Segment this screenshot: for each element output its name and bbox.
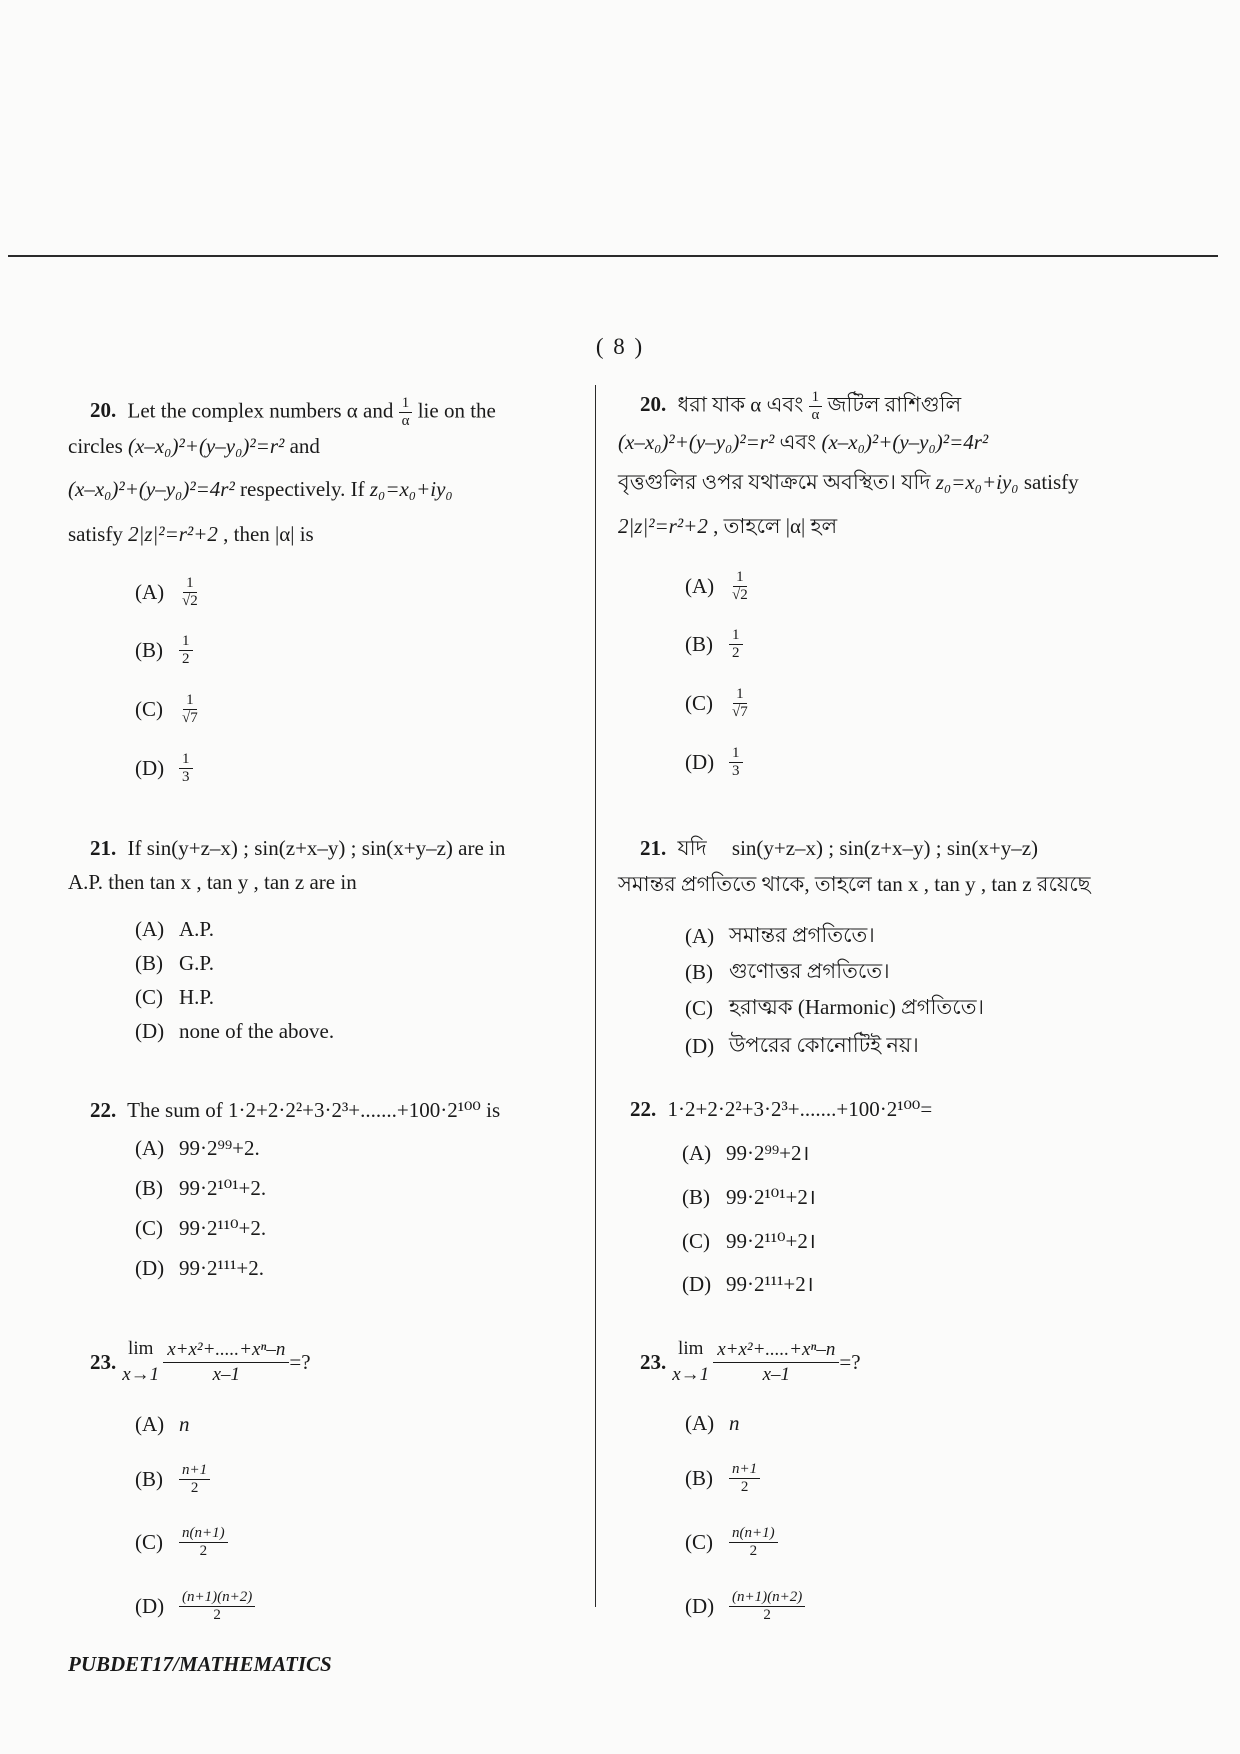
option-label: (C) [682,1228,710,1253]
q22-bn-option-d[interactable] [682,1270,814,1298]
option-text: H.P. [179,985,215,1009]
q21-number: 21. [640,836,667,860]
option-label: (D) [135,1256,165,1280]
tangent-terms: tan x , tan y , tan z [877,872,1032,896]
option-label: (B) [685,632,713,656]
option-label: (A) [685,924,715,948]
option-label: (C) [135,697,163,721]
q20-en-text: respectively. If [240,477,365,501]
q21-bn-text: যদি [677,836,707,860]
option-label: (A) [135,917,165,941]
option-label: (D) [135,1019,165,1043]
q23-number: 23. [640,1350,667,1374]
option-fraction: $\frac{1}{3}$ [179,751,193,786]
q23-bn-option-b[interactable] [685,1461,760,1496]
q21-bn-text: রয়েছে [1036,872,1091,896]
q21-bn-option-c[interactable] [685,991,984,1026]
option-text: 99·2¹¹⁰+2। [726,1229,816,1253]
limit-numerator: x+x²+.....+xⁿ–n [713,1338,839,1363]
q20-en-text: Let the complex numbers α and [127,398,394,423]
q21-en-option-d[interactable] [135,1019,334,1044]
lim-text: lim [678,1338,704,1359]
q22-en-option-b[interactable] [135,1176,266,1201]
option-fraction: $\frac{1}{√7}$ [182,692,198,726]
q20-en-text: lie on the [417,398,496,423]
option-fraction: $\frac{n+1}{2}$ [179,1462,210,1497]
limit-numerator: x+x²+.....+xⁿ–n [163,1338,289,1363]
option-fraction: $\frac{1}{3}$ [729,745,743,780]
sine-terms: sin(y+z–x) ; sin(z+x–y) ; sin(x+y–z) [146,836,453,860]
sine-terms: sin(y+z–x) ; sin(z+x–y) ; sin(x+y–z) [731,836,1039,860]
option-label: (B) [682,1184,710,1209]
series-expression: 1·2+2·2²+3·2³+.......+100·2¹⁰⁰ [228,1098,481,1122]
limit-fraction [163,1338,289,1387]
option-label: (B) [685,960,713,984]
limit-operator [672,1336,709,1388]
q22-en-option-c[interactable] [135,1216,266,1241]
circle-equation-2: (x–x₀)²+(y–y₀)²=4r² [821,430,989,454]
lim-subscript: x→1 [672,1364,710,1385]
limit-fraction [713,1338,839,1387]
one-over-alpha: $\frac{1}{\alpha}$ [809,389,823,424]
option-fraction: $\frac{(n+1)(n+2)}{2}$ [179,1589,255,1624]
q20-en-line2 [68,434,320,458]
equals-question: =? [289,1350,311,1374]
q22-bn-line1 [630,1097,932,1121]
q20-bn-option-c[interactable] [685,686,751,721]
modulus-condition: 2|z|²=r²+2 [128,522,218,546]
option-label: (A) [685,574,715,598]
option-text: 99·2¹¹¹+2. [179,1256,264,1280]
q20-en-option-b[interactable] [135,633,193,668]
q21-bn-option-d[interactable] [685,1029,919,1064]
option-fraction: $\frac{1}{2}$ [179,633,193,668]
q20-bn-text: , তাহলে |α| হল [713,514,838,538]
limit-denominator: x–1 [762,1363,790,1385]
series-expression: 1·2+2·2²+3·2³+.......+100·2¹⁰⁰= [667,1097,933,1121]
lim-subscript: x→1 [122,1364,160,1385]
top-rule [8,255,1218,257]
q21-bn-line1 [640,836,1038,860]
q20-en-line4 [68,522,314,546]
circle-equation-2: (x–x₀)²+(y–y₀)²=4r² [68,477,235,501]
option-label: (B) [135,638,163,662]
q23-en-option-d[interactable] [135,1589,255,1624]
q22-number: 22. [630,1097,657,1121]
q20-bn-text: ধরা যাক α এবং [677,392,804,417]
q22-bn-option-b[interactable] [682,1183,816,1211]
q21-number: 21. [90,836,117,860]
q22-en-option-d[interactable] [135,1256,264,1281]
q20-bn-option-a[interactable] [685,569,751,604]
q20-bn-text: জটিল রাশিগুলি [827,392,962,417]
q21-bn-option-b[interactable] [685,955,890,990]
option-label: (D) [685,1034,715,1058]
option-text: 99·2¹¹¹+2। [726,1272,814,1296]
z0-equation: z₀=x₀+iy₀ [935,470,1019,494]
q20-bn-line4 [618,514,837,538]
q23-bn-option-d[interactable] [685,1589,805,1624]
option-text: গুণোত্তর প্রগতিতে। [729,959,890,983]
option-label: (C) [135,985,163,1009]
option-text: G.P. [179,951,215,975]
footer-code: PUBDET17/MATHEMATICS [68,1652,332,1676]
q22-en-text: is [486,1098,501,1122]
option-text: A.P. [179,917,215,941]
q22-bn-option-a[interactable] [682,1139,809,1167]
equals-question: =? [839,1350,861,1374]
option-label: (D) [685,1594,715,1618]
option-fraction: $\frac{(n+1)(n+2)}{2}$ [729,1589,805,1624]
q23-en-option-c[interactable] [135,1525,228,1560]
q21-en-option-a[interactable] [135,917,214,942]
option-label: (A) [135,1136,165,1160]
column-divider [595,385,596,1607]
option-text: 99·2¹¹⁰+2. [179,1216,267,1240]
q20-bn-line3 [618,470,1079,494]
q22-en-line1 [90,1098,500,1122]
option-text: হরাত্মক (Harmonic) প্রগতিতে। [729,995,984,1019]
option-label: (B) [685,1466,713,1490]
q20-bn-text: এবং [779,430,817,454]
q21-en-option-c[interactable] [135,985,214,1010]
q23-en-question [90,1336,311,1388]
option-text: 99·2¹⁰¹+2। [726,1185,816,1209]
circle-equation-1: (x–x₀)²+(y–y₀)²=r² [128,434,285,458]
q21-en-text: are in [458,836,506,860]
q20-en-line3 [68,477,453,501]
q23-number: 23. [90,1350,117,1374]
option-label: (C) [685,996,713,1020]
q21-bn-text: সমান্তর প্রগতিতে থাকে, তাহলে [618,872,872,896]
option-label: (C) [135,1530,163,1554]
option-label: (A) [135,1412,165,1436]
q22-en-option-a[interactable] [135,1136,260,1161]
option-label: (A) [682,1140,712,1165]
option-label: (D) [135,756,165,780]
option-label: (D) [682,1271,712,1296]
q20-en-option-a[interactable] [135,575,201,610]
one-over-alpha: $\frac{1}{\alpha}$ [399,395,413,430]
option-fraction: $\frac{1}{√2}$ [182,575,198,609]
option-text: none of the above. [179,1019,335,1043]
q20-en-option-d[interactable] [135,751,193,786]
option-fraction: $\frac{n(n+1)}{2}$ [729,1525,778,1560]
q21-en-text: A.P. then [68,870,145,894]
q20-en-text: circles [68,434,123,458]
q21-en-line1 [90,836,505,860]
option-label: (D) [685,750,715,774]
option-label: (C) [685,1530,713,1554]
q23-bn-question [640,1336,861,1388]
option-text: সমান্তর প্রগতিতে। [729,923,875,947]
option-label: (C) [135,1216,163,1240]
q20-bn-option-b[interactable] [685,627,743,662]
tangent-terms: tan x , tan y , tan z [149,870,305,894]
option-text: 99·2¹⁰¹+2. [179,1176,267,1200]
q23-en-option-b[interactable] [135,1462,210,1497]
option-label: (B) [135,1467,163,1491]
option-fraction: $\frac{n(n+1)}{2}$ [179,1525,228,1560]
option-fraction: $\frac{n+1}{2}$ [729,1461,760,1496]
modulus-condition: 2|z|²=r²+2 [618,514,708,538]
q20-bn-option-d[interactable] [685,745,743,780]
q20-en-option-c[interactable] [135,692,201,727]
q21-en-option-b[interactable] [135,951,214,976]
q21-en-line2 [68,870,357,894]
q20-bn-line2 [618,430,988,454]
option-fraction: $\frac{1}{√7}$ [732,686,748,720]
option-label: (A) [135,580,165,604]
lim-text: lim [128,1338,154,1359]
page-number: ( 8 ) [595,334,645,359]
option-label: (A) [685,1411,715,1435]
option-text: উপরের কোনোটিই নয়। [729,1033,919,1057]
q23-bn-option-a[interactable] [685,1411,740,1436]
q20-bn-line1 [640,389,961,424]
option-label: (B) [135,1176,163,1200]
q23-bn-option-c[interactable] [685,1525,778,1560]
q22-bn-option-c[interactable] [682,1227,816,1255]
q22-en-text: The sum of [127,1098,223,1122]
q22-number: 22. [90,1098,117,1122]
z0-equation: z₀=x₀+iy₀ [369,477,453,501]
q20-en-text: satisfy [68,522,123,546]
q20-number: 20. [640,392,667,417]
q20-bn-text: satisfy [1023,470,1079,494]
limit-denominator: x–1 [212,1363,240,1385]
q21-bn-option-a[interactable] [685,919,875,954]
q21-en-text: If [127,836,142,860]
option-text: n [179,1412,190,1436]
option-text: 99·2⁹⁹+2। [726,1141,810,1165]
q20-en-text: and [289,434,320,458]
option-text: 99·2⁹⁹+2. [179,1136,260,1160]
limit-operator [122,1336,159,1388]
option-text: n [729,1411,740,1435]
option-fraction: $\frac{1}{2}$ [729,627,743,662]
q21-bn-line2 [618,872,1090,896]
q23-en-option-a[interactable] [135,1412,190,1437]
option-label: (C) [685,691,713,715]
q20-number: 20. [90,398,117,423]
q20-en-text: , then |α| is [223,522,314,546]
q20-bn-text: বৃত্তগুলির ওপর যথাক্রমে অবস্থিত। যদি [618,470,931,494]
option-fraction: $\frac{1}{√2}$ [732,569,748,603]
option-label: (B) [135,951,163,975]
circle-equation-1: (x–x₀)²+(y–y₀)²=r² [618,430,775,454]
option-label: (D) [135,1594,165,1618]
q20-en-line1 [90,395,496,430]
q21-en-text: are in [309,870,357,894]
